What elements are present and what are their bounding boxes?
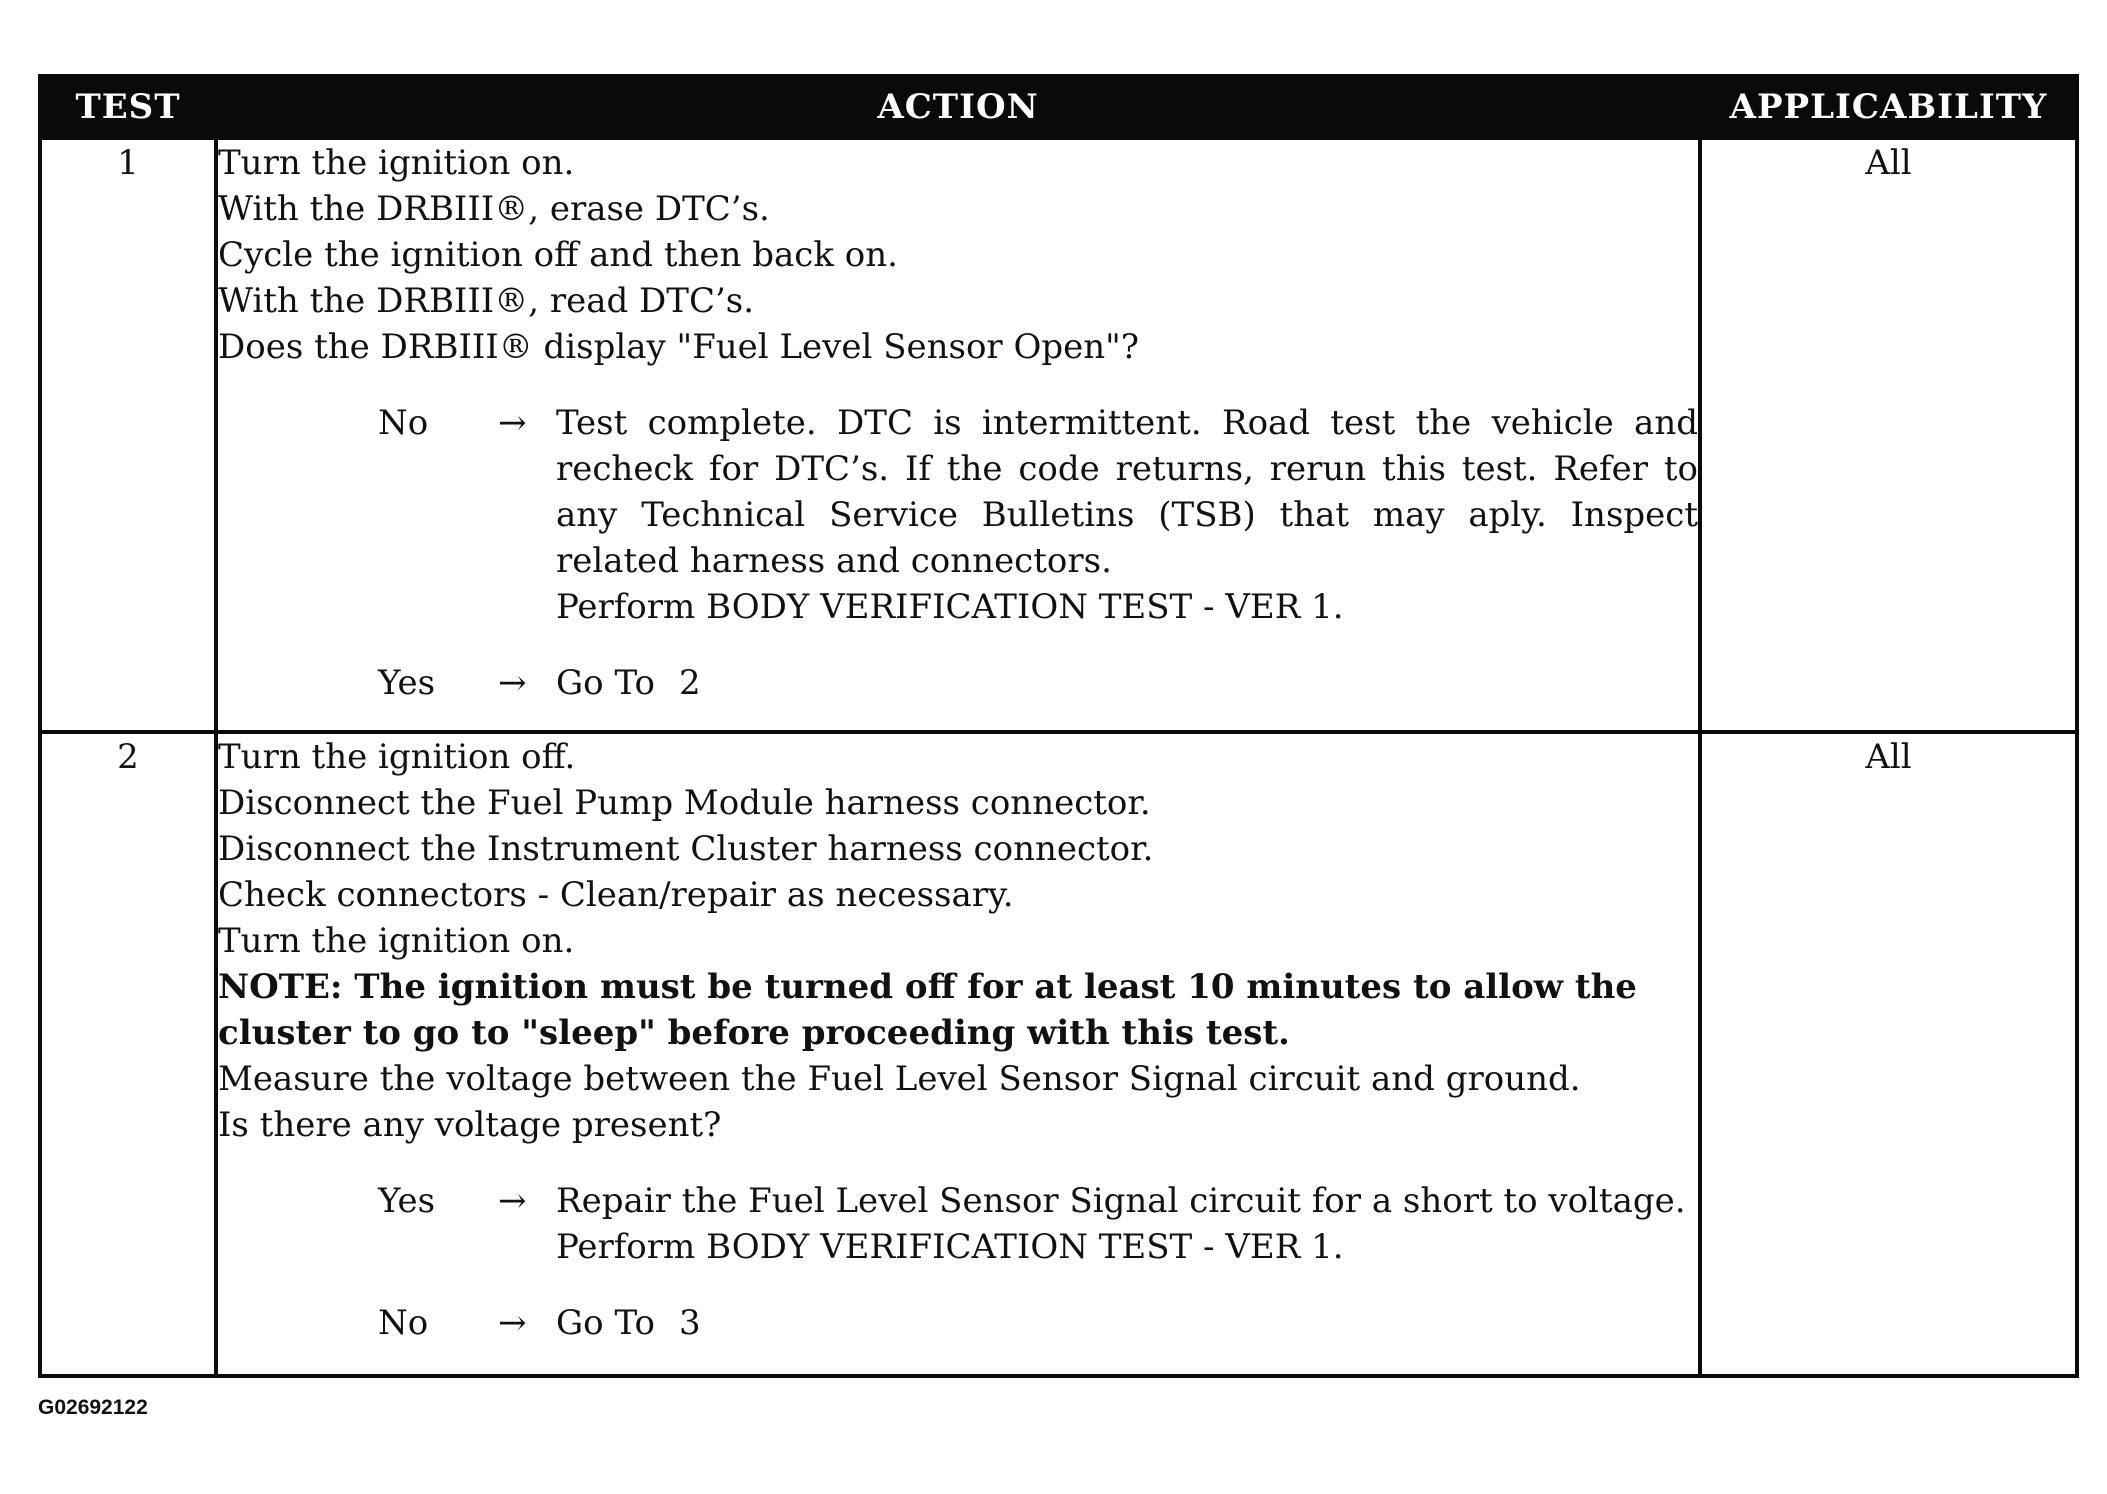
test-number: 2 [40, 732, 216, 1376]
action-step: With the DRBIII®, erase DTC’s. [218, 189, 770, 229]
outcome-label: Yes [378, 663, 436, 703]
right-arrow-icon: → [498, 1303, 527, 1343]
header-test: TEST [40, 76, 216, 138]
note-text: NOTE: The ignition must be turned off for at least 10 minutes to allow the cluster to go to "sleep" before proceeding with this test. [218, 967, 1637, 1053]
test-number: 1 [40, 138, 216, 732]
action-step: Turn the ignition off. [218, 737, 576, 777]
goto-number: 2 [678, 663, 701, 703]
outcome-text [556, 1178, 1698, 1270]
outcome-no [218, 1300, 1698, 1346]
outcome-no [218, 400, 1698, 630]
applicability-value: All [1700, 138, 2077, 732]
right-arrow-icon: → [498, 403, 527, 443]
diagnostic-test-table [38, 74, 2079, 1378]
outcome-text [556, 400, 1698, 630]
applicability-value: All [1700, 732, 2077, 1376]
outcome-text [556, 660, 1698, 706]
outcome-label: No [378, 403, 429, 443]
outcome-label: No [378, 1303, 429, 1343]
action-step: Disconnect the Instrument Cluster harness connector. [218, 829, 1154, 869]
outcome-line: Test complete. DTC is intermittent. Road test the vehicle and recheck for DTC’s. If the code returns, rerun this test. Refer to any Technical Service Bulletins (TSB) that may aply. Inspect related harness and connectors. [556, 403, 1698, 581]
table-row [40, 732, 2077, 1376]
action-step: Does the DRBIII® display "Fuel Level Sensor Open"? [218, 327, 1140, 367]
outcome-line: Repair the Fuel Level Sensor Signal circuit for a short to voltage. [556, 1181, 1686, 1221]
action-step: With the DRBIII®, read DTC’s. [218, 281, 755, 321]
table-row [40, 138, 2077, 732]
right-arrow-icon: → [498, 1181, 527, 1221]
action-step: Cycle the ignition off and then back on. [218, 235, 898, 275]
header-action: ACTION [216, 76, 1700, 138]
action-step: Turn the ignition on. [218, 143, 575, 183]
outcome-label: Yes [378, 1181, 436, 1221]
action-cell [216, 732, 1700, 1376]
action-step: Turn the ignition on. [218, 921, 575, 961]
outcome-yes [218, 660, 1698, 706]
outcome-line: Perform BODY VERIFICATION TEST - VER 1. [556, 1227, 1344, 1267]
outcome-line: Perform BODY VERIFICATION TEST - VER 1. [556, 587, 1344, 627]
header-applicability: APPLICABILITY [1700, 76, 2077, 138]
outcome-yes [218, 1178, 1698, 1270]
action-step: Measure the voltage between the Fuel Level Sensor Signal circuit and ground. [218, 1059, 1581, 1099]
action-cell [216, 138, 1700, 732]
action-step: Check connectors - Clean/repair as necessary. [218, 875, 1014, 915]
goto-label: Go To [556, 663, 655, 703]
outcome-text [556, 1300, 1698, 1346]
right-arrow-icon: → [498, 663, 527, 703]
action-step: Is there any voltage present? [218, 1105, 722, 1145]
goto-number: 3 [678, 1303, 701, 1343]
figure-id: G02692122 [38, 1396, 148, 1419]
action-step: Disconnect the Fuel Pump Module harness connector. [218, 783, 1151, 823]
goto-label: Go To [556, 1303, 655, 1343]
table-header-row [40, 76, 2077, 138]
